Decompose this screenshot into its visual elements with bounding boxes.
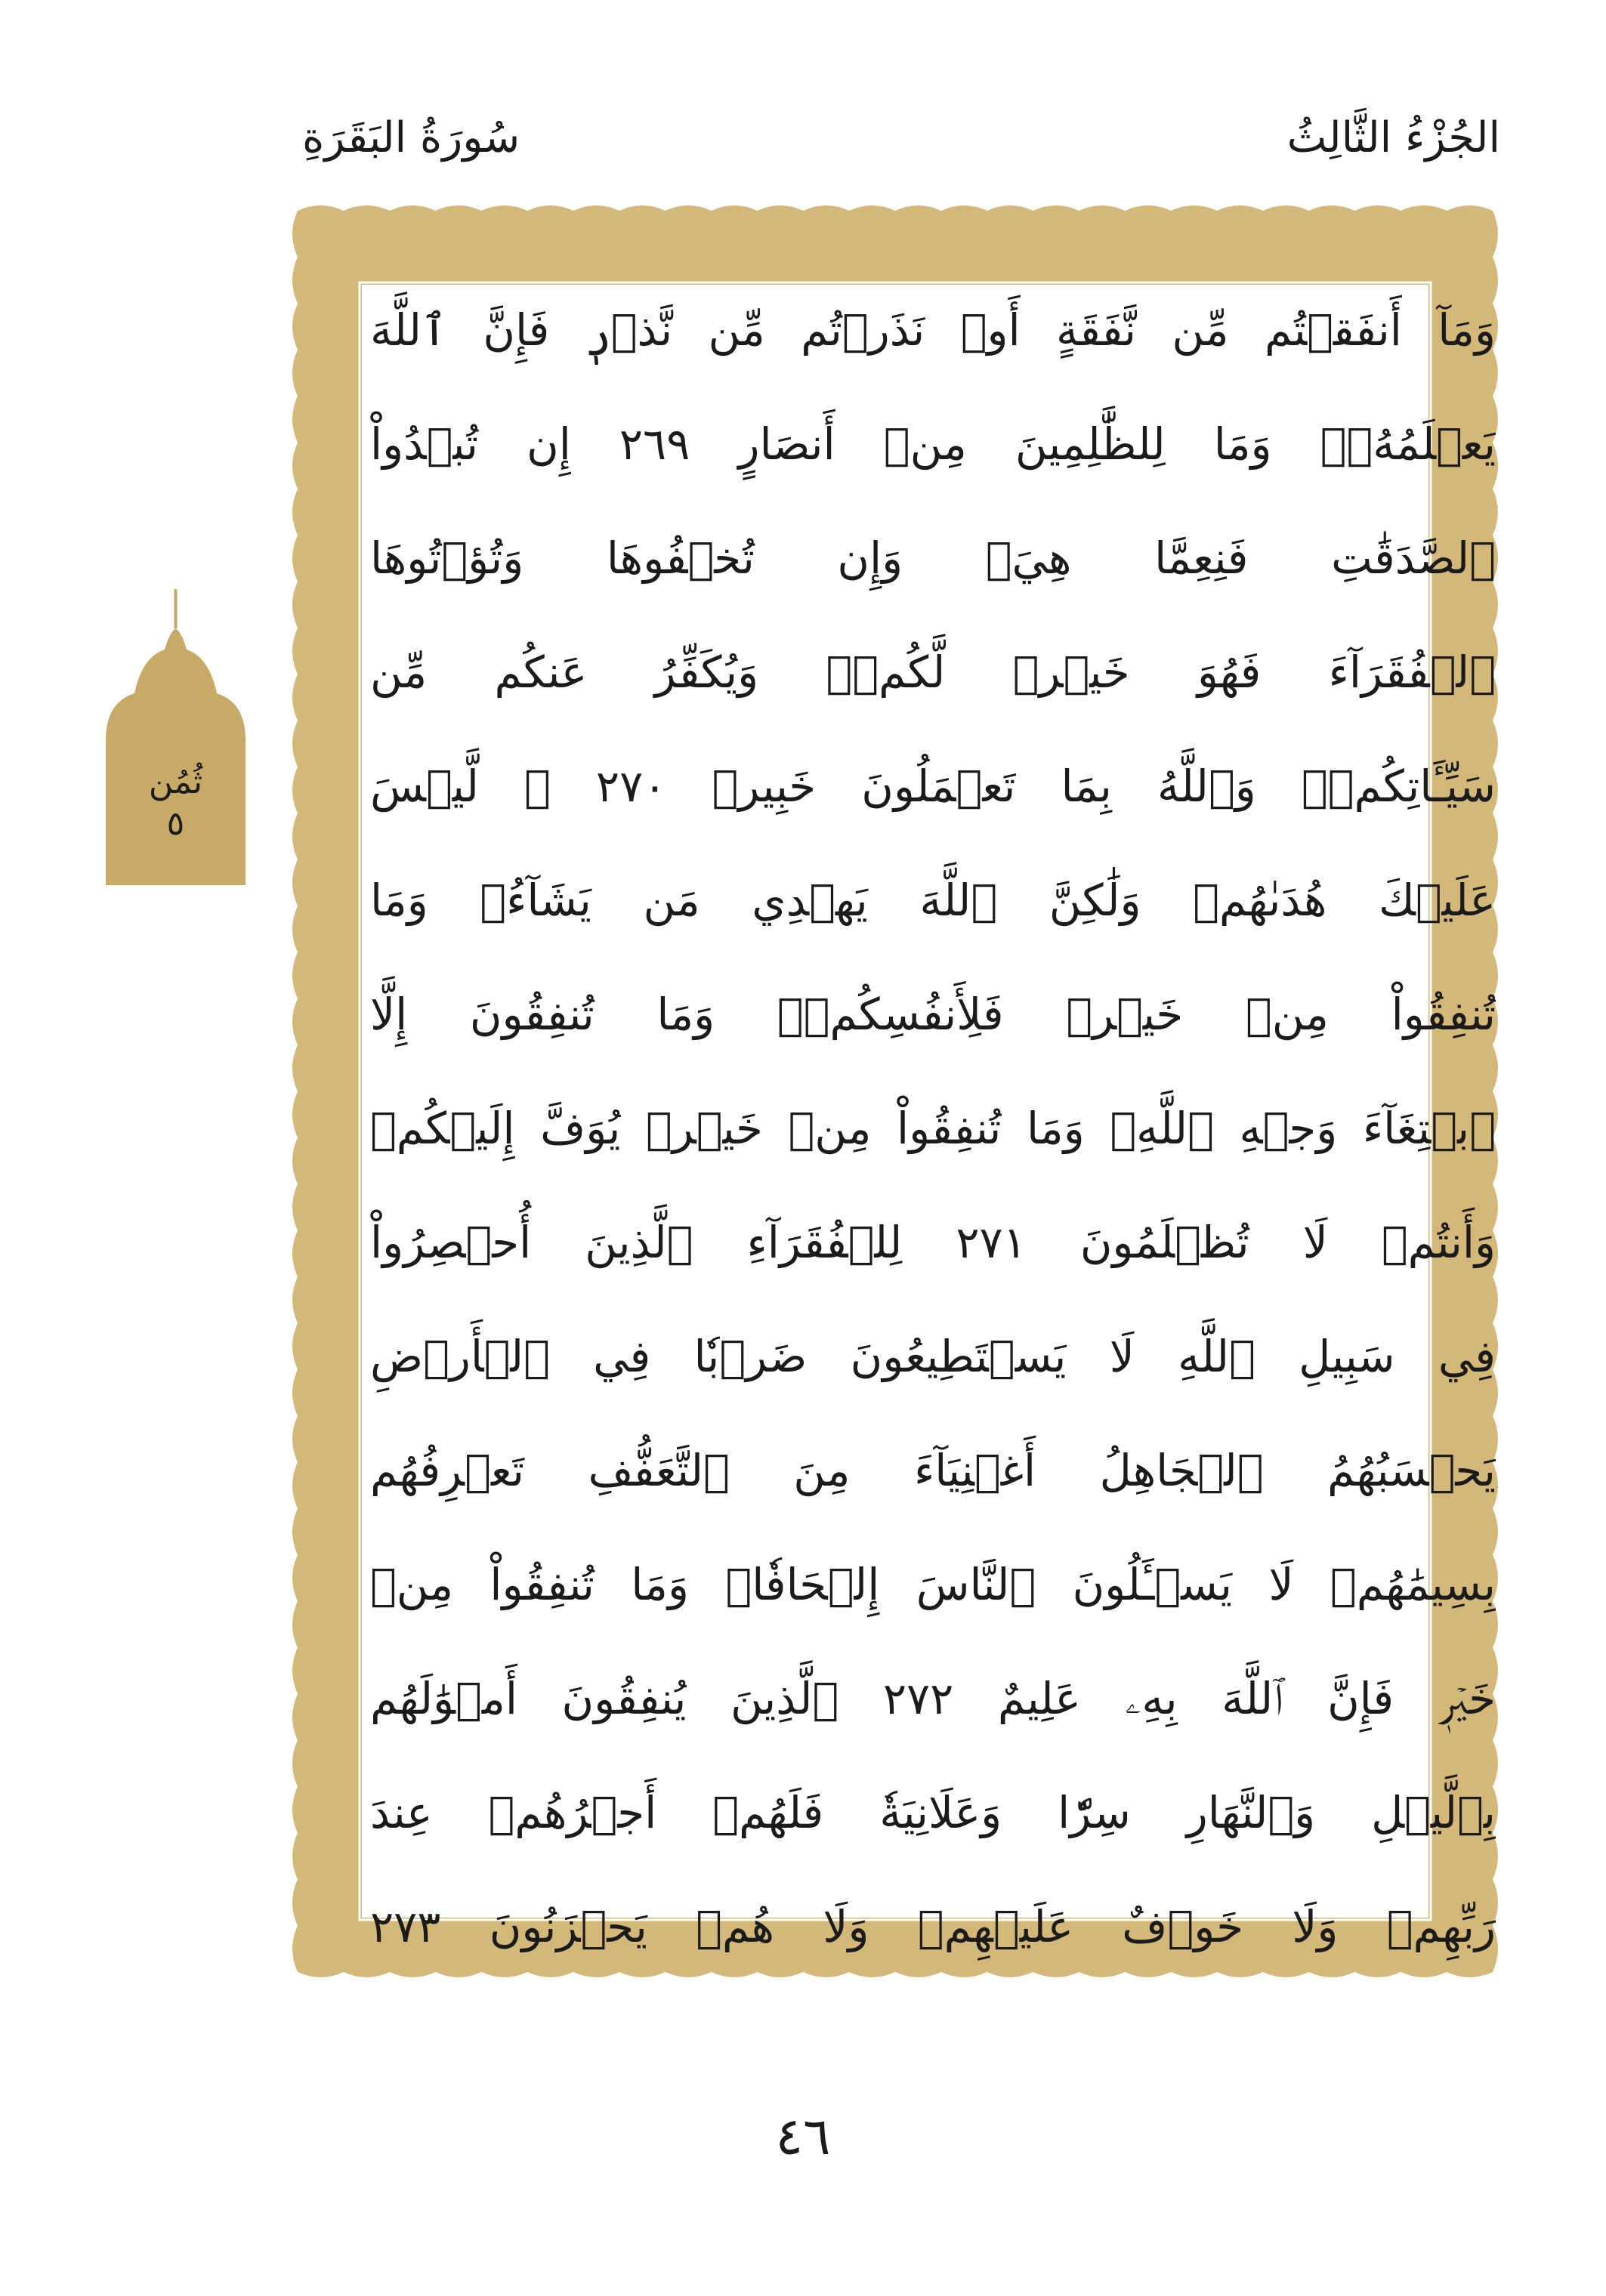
marker-dome: [106, 628, 246, 885]
text-line-4: ٱلۡفُقَرَآءَ فَهُوَ خَيۡرٞ لَّكُمۡۚ وَيُكَفِّرُ عَنكُم مِّن: [370, 647, 1496, 698]
juz-title: الجُزْءُ الثَّالِثُ: [1286, 113, 1500, 162]
surah-title: سُورَةُ البَقَرَةِ: [302, 113, 520, 162]
text-line-2: يَعۡلَمُهُۥۗ وَمَا لِلظَّٰلِمِينَ مِنۡ أَنصَارٍ ٢٦٩ إِن تُبۡدُواْ: [370, 418, 1496, 470]
text-line-13: خَيۡرٖ فَإِنَّ ٱللَّهَ بِهِۦ عَلِيمٌ ٢٧٢ ٱلَّذِينَ يُنفِقُونَ أَمۡوَٰلَهُم: [370, 1673, 1496, 1724]
text-line-8: ٱبۡتِغَآءَ وَجۡهِ ٱللَّهِۚ وَمَا تُنفِقُواْ مِنۡ خَيۡرٖ يُوَفَّ إِلَيۡكُمۡ: [370, 1103, 1496, 1154]
text-line-9: وَأَنتُمۡ لَا تُظۡلَمُونَ ٢٧١ لِلۡفُقَرَآءِ ٱلَّذِينَ أُحۡصِرُواْ: [370, 1217, 1496, 1268]
page-number: ٤٦: [775, 2107, 831, 2167]
text-line-7: تُنفِقُواْ مِنۡ خَيۡرٖ فَلِأَنفُسِكُمۡۚ وَمَا تُنفِقُونَ إِلَّا: [370, 989, 1496, 1040]
thumn-number: ٥: [166, 804, 185, 843]
quran-text-block: [363, 285, 1503, 2001]
text-line-6: عَلَيۡكَ هُدَىٰهُمۡ وَلَٰكِنَّ ٱللَّهَ يَهۡدِي مَن يَشَآءُۗ وَمَا: [370, 875, 1496, 926]
text-line-12: بِسِيمَٰهُمۡ لَا يَسۡـَٔلُونَ ٱلنَّاسَ إِلۡحَافٗاۗ وَمَا تُنفِقُواْ مِنۡ: [370, 1559, 1496, 1610]
text-line-1: وَمَآ أَنفَقۡتُم مِّن نَّفَقَةٍ أَوۡ نَذَرۡتُم مِّن نَّذۡرٖ فَإِنَّ ٱللَّهَ: [370, 304, 1496, 356]
text-line-10: فِي سَبِيلِ ٱللَّهِ لَا يَسۡتَطِيعُونَ ضَرۡبٗا فِي ٱلۡأَرۡضِ: [370, 1331, 1496, 1382]
text-line-11: يَحۡسَبُهُمُ ٱلۡجَاهِلُ أَغۡنِيَآءَ مِنَ ٱلتَّعَفُّفِ تَعۡرِفُهُم: [370, 1445, 1496, 1496]
text-line-15: رَبِّهِمۡ وَلَا خَوۡفٌ عَلَيۡهِمۡ وَلَا هُمۡ يَحۡزَنُونَ ٢٧٣: [370, 1901, 1496, 1952]
text-line-14: بِٱلَّيۡلِ وَٱلنَّهَارِ سِرّٗا وَعَلَانِيَةٗ فَلَهُمۡ أَجۡرُهُمۡ عِندَ: [370, 1787, 1496, 1838]
text-line-5: سَيِّـَٔاتِكُمۡۗ وَٱللَّهُ بِمَا تَعۡمَلُونَ خَبِيرٞ ٢٧٠ ۞ لَّيۡسَ: [370, 761, 1496, 812]
thumn-label: ثُمُن: [148, 763, 203, 801]
text-line-3: ٱلصَّدَقَٰتِ فَنِعِمَّا هِيَۖ وَإِن تُخۡفُوهَا وَتُؤۡتُوهَا: [370, 532, 1496, 584]
